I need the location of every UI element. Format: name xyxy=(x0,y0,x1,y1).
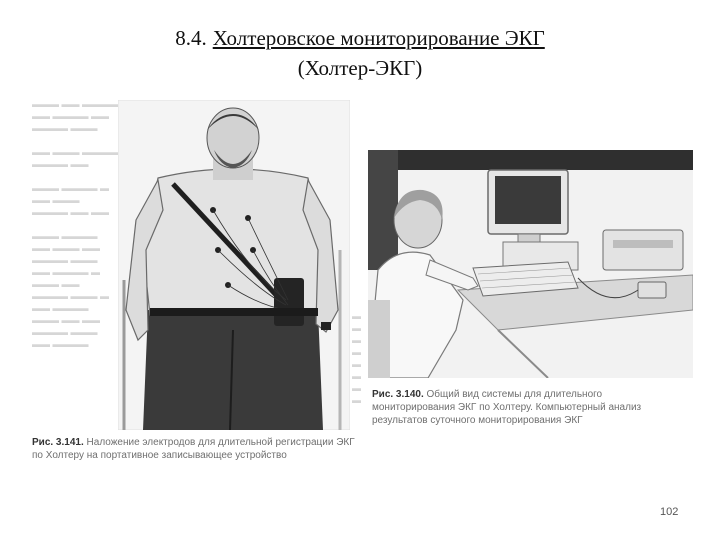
bleed-through-text: ▬▬▬ ▬▬ ▬▬▬▬ ▬▬ ▬▬▬▬ ▬▬ ▬▬▬▬ ▬▬▬ ▬▬ ▬▬▬ ▬▬▬▬ ▬▬▬▬ ▬▬ ▬▬▬ ▬▬▬▬ ▬ ▬▬ ▬▬▬ ▬▬▬▬ ▬▬ ▬▬ ▬▬▬ ▬▬▬▬ ▬▬ ▬▬▬ ▬▬ ▬▬▬▬ ▬▬▬ ▬▬ ▬▬▬▬ ▬ ▬▬▬ ▬▬ ▬▬▬▬ ▬▬▬ ▬ ▬▬ ▬▬▬▬ ▬▬▬ ▬▬ ▬▬ ▬▬▬▬ ▬▬▬ ▬▬ ▬▬▬▬ xyxy=(32,99,118,349)
title-text: Холтеровское мониторирование ЭКГ xyxy=(212,26,545,50)
caption-text: Наложение электродов для длительной регистрации ЭКГ по Холтеру на портативное записывающее устройство xyxy=(32,437,355,461)
figure-workstation-photo xyxy=(368,150,693,378)
caption-label: Рис. 3.141. xyxy=(32,437,84,448)
workstation-illustration xyxy=(368,150,693,378)
section-number: 8.4. xyxy=(175,26,207,50)
caption-text: Общий вид системы для длительного мониторирования ЭКГ по Холтеру. Компьютерный анализ результатов суточного мониторирования ЭКГ xyxy=(372,389,642,426)
figure-caption-patient xyxy=(32,436,362,462)
bleed-through-text: ▬ ▬ ▬ ▬ ▬ ▬ ▬ ▬ xyxy=(352,311,361,405)
figure-caption-workstation xyxy=(372,388,672,427)
page-number: 102 xyxy=(660,506,679,518)
figure-patient-photo xyxy=(118,100,350,430)
patient-illustration xyxy=(118,100,350,430)
subtitle: (Холтер-ЭКГ) xyxy=(297,56,423,80)
slide-title xyxy=(0,24,720,82)
caption-label: Рис. 3.140. xyxy=(372,389,424,400)
